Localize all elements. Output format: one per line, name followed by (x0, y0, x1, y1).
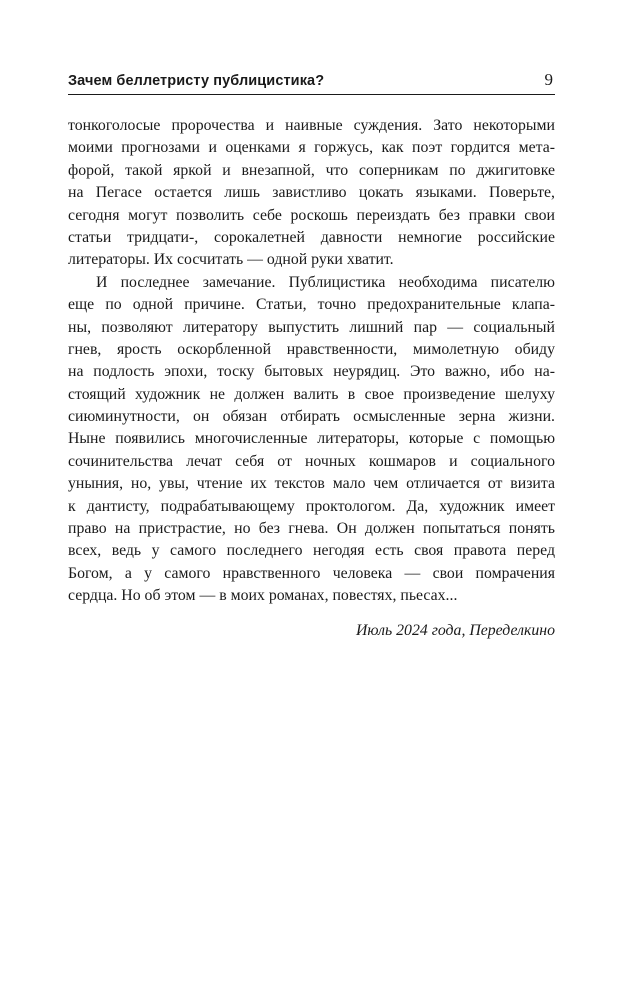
book-page (68, 70, 555, 642)
text-line: право на пристрастие, но без гнева. Он должен попытаться понять (68, 520, 555, 538)
text-line: уныния, но, увы, чтение их текстов мало чем отличается от визита (68, 475, 555, 493)
text-line: И последнее замечание. Публицистика необходима писателю (96, 273, 555, 291)
text-line: еще по одной причине. Статьи, точно предохранительные клапа- (68, 296, 555, 314)
paragraph-2 (68, 272, 555, 608)
text-line: сердца. Но об этом — в моих романах, повестях, пьесах... (68, 587, 458, 605)
running-header (68, 70, 555, 95)
text-line: на Пегасе остается лишь завистливо цокать языками. Поверьте, (68, 184, 555, 202)
body-text (68, 115, 555, 608)
text-line: литераторы. Их сосчитать — одной руки хватит. (68, 251, 394, 269)
text-line: на подлость эпохи, тоску бытовых неурядиц. Это важно, ибо на- (68, 363, 555, 381)
signature: Июль 2024 года, Переделкино (355, 621, 555, 639)
page-number: 9 (544, 70, 553, 89)
text-line: сегодня могут позволить себе роскошь переиздать без правки свои (68, 206, 555, 224)
text-line: Ныне появились многочисленные литераторы, которые с помощью (68, 430, 555, 448)
text-line: форой, такой яркой и внезапной, что соперникам по джигитовке (68, 161, 555, 179)
text-line: к дантисту, подрабатывающему проктологом. Да, художник имеет (68, 497, 555, 515)
text-line: статьи тридцати-, сорокалетней давности немногие российские (68, 228, 555, 246)
text-line: всех, ведь у самого последнего негодяя есть своя правота перед (68, 542, 555, 560)
text-line: тонкоголосые пророчества и наивные суждения. Зато некоторыми (68, 117, 555, 134)
paragraph-1 (68, 115, 555, 272)
text-line: Богом, а у самого нравственного человека — свои помрачения (68, 564, 555, 582)
running-title: Зачем беллетристу публицистика? (68, 73, 325, 89)
text-line: ны, позволяют литератору выпустить лишний пар — социальный (68, 318, 555, 336)
text-line: гнев, ярость оскорбленной нравственности, мимолетную обиду (68, 340, 555, 358)
text-line: моими прогнозами и оценками я горжусь, как поэт гордится мета- (68, 139, 555, 157)
text-line: стоящий художник не должен валить в свое произведение шелуху (68, 385, 555, 403)
text-line: сиюминутности, он обязан отбирать осмысленные зерна жизни. (68, 408, 555, 426)
text-line: сочинительства лечат себя от ночных кошмаров и социального (68, 452, 555, 470)
